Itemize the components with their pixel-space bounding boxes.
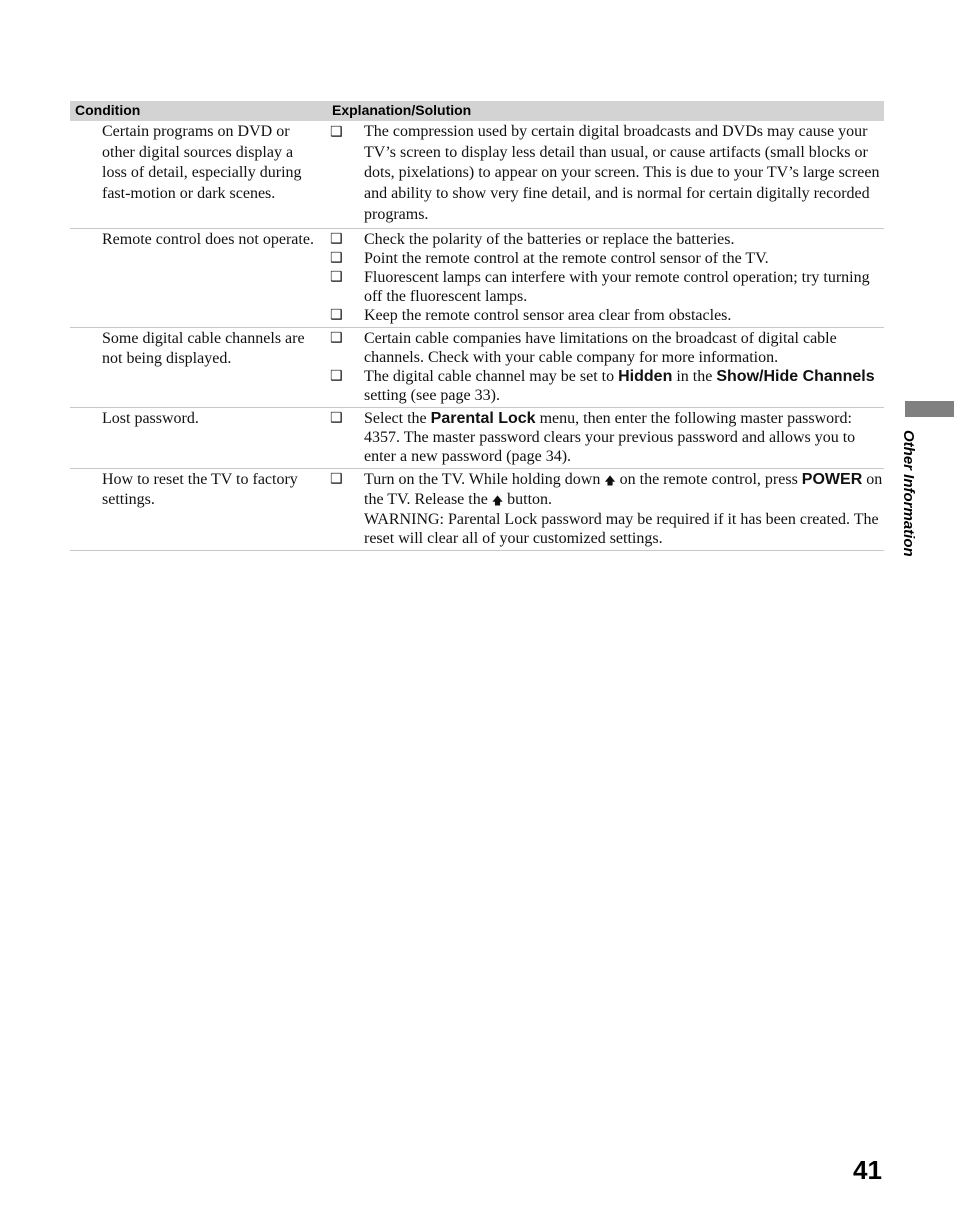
- explanation-cell: [330, 122, 884, 226]
- checkbox-bullet-icon: ❑: [330, 306, 343, 323]
- explanation-cell: [330, 329, 884, 405]
- checkbox-bullet-icon: ❑: [330, 470, 343, 487]
- explanation-cell: [330, 230, 884, 325]
- table-row: [70, 328, 884, 408]
- explanation-cell: [330, 470, 884, 548]
- up-arrow-icon: 🡅: [604, 473, 616, 487]
- table-row: [70, 469, 884, 551]
- table-row: [70, 408, 884, 469]
- checkbox-bullet-icon: ❑: [330, 268, 343, 285]
- condition-cell: How to reset the TV to factory settings.: [102, 470, 298, 508]
- checkbox-bullet-icon: ❑: [330, 367, 343, 384]
- section-label: Other Information: [900, 430, 917, 557]
- explanation-cell: [330, 409, 884, 466]
- list-item: ❑ Point the remote control at the remote control sensor of the TV.: [330, 249, 769, 267]
- button-term-power: POWER: [801, 470, 863, 488]
- up-arrow-icon: 🡅: [491, 493, 504, 507]
- table-row: [70, 121, 884, 229]
- condition-cell: Certain programs on DVD or other digital sources display a loss of detail, especially during fast-motion or dark scenes.: [102, 123, 302, 203]
- table-header: [70, 101, 884, 121]
- troubleshooting-table: [70, 101, 884, 551]
- table-row: [70, 229, 884, 328]
- menu-term-parental-lock: Parental Lock: [430, 409, 536, 427]
- list-item: ❑ The compression used by certain digital broadcasts and DVDs may cause your TV’s screen to display less detail than usual, or cause artifacts (small blocks or dots, pixelations) to appear on your screen. This is due to your TV’s large screen and ability to show very fine detail, and is normal for certain digitally recorded programs.: [330, 122, 884, 226]
- condition-cell: Lost password.: [102, 409, 199, 427]
- checkbox-bullet-icon: ❑: [330, 409, 343, 426]
- section-tab-marker: [905, 401, 954, 417]
- checkbox-bullet-icon: ❑: [330, 230, 343, 247]
- list-item: ❑ Keep the remote control sensor area clear from obstacles.: [330, 306, 732, 324]
- header-condition: Condition: [75, 102, 141, 118]
- warning-note: WARNING: Parental Lock password may be required if it has been created. The reset will clear all of your customized settings.: [364, 510, 879, 547]
- checkbox-bullet-icon: ❑: [330, 249, 343, 266]
- menu-term-hidden: Hidden: [618, 367, 673, 385]
- list-item: ❑ The digital cable channel may be set to Hidden in the Show/Hide Channels setting (see page 33).: [330, 367, 875, 404]
- checkbox-bullet-icon: ❑: [330, 329, 343, 346]
- list-item: ❑ Check the polarity of the batteries or replace the batteries.: [330, 230, 735, 248]
- condition-cell: Remote control does not operate.: [102, 230, 314, 248]
- list-item: ❑ Certain cable companies have limitations on the broadcast of digital cable channels. Check with your cable company for more information.: [330, 329, 837, 366]
- page-number: 41: [853, 1155, 882, 1185]
- checkbox-bullet-icon: ❑: [330, 124, 343, 140]
- condition-cell: Some digital cable channels are not being displayed.: [102, 329, 305, 367]
- menu-term-show-hide-channels: Show/Hide Channels: [716, 367, 875, 385]
- list-item: ❑ Fluorescent lamps can interfere with your remote control operation; try turning off the fluorescent lamps.: [330, 268, 870, 305]
- header-explanation: Explanation/Solution: [332, 102, 472, 118]
- list-item: ❑ Select the Parental Lock menu, then enter the following master password: 4357. The master password clears your previous password and allows you to enter a new password (page 34).: [330, 409, 856, 465]
- list-item: ❑ Turn on the TV. While holding down 🡅 on the remote control, press POWER on the TV. Release the 🡅 button.: [330, 470, 883, 508]
